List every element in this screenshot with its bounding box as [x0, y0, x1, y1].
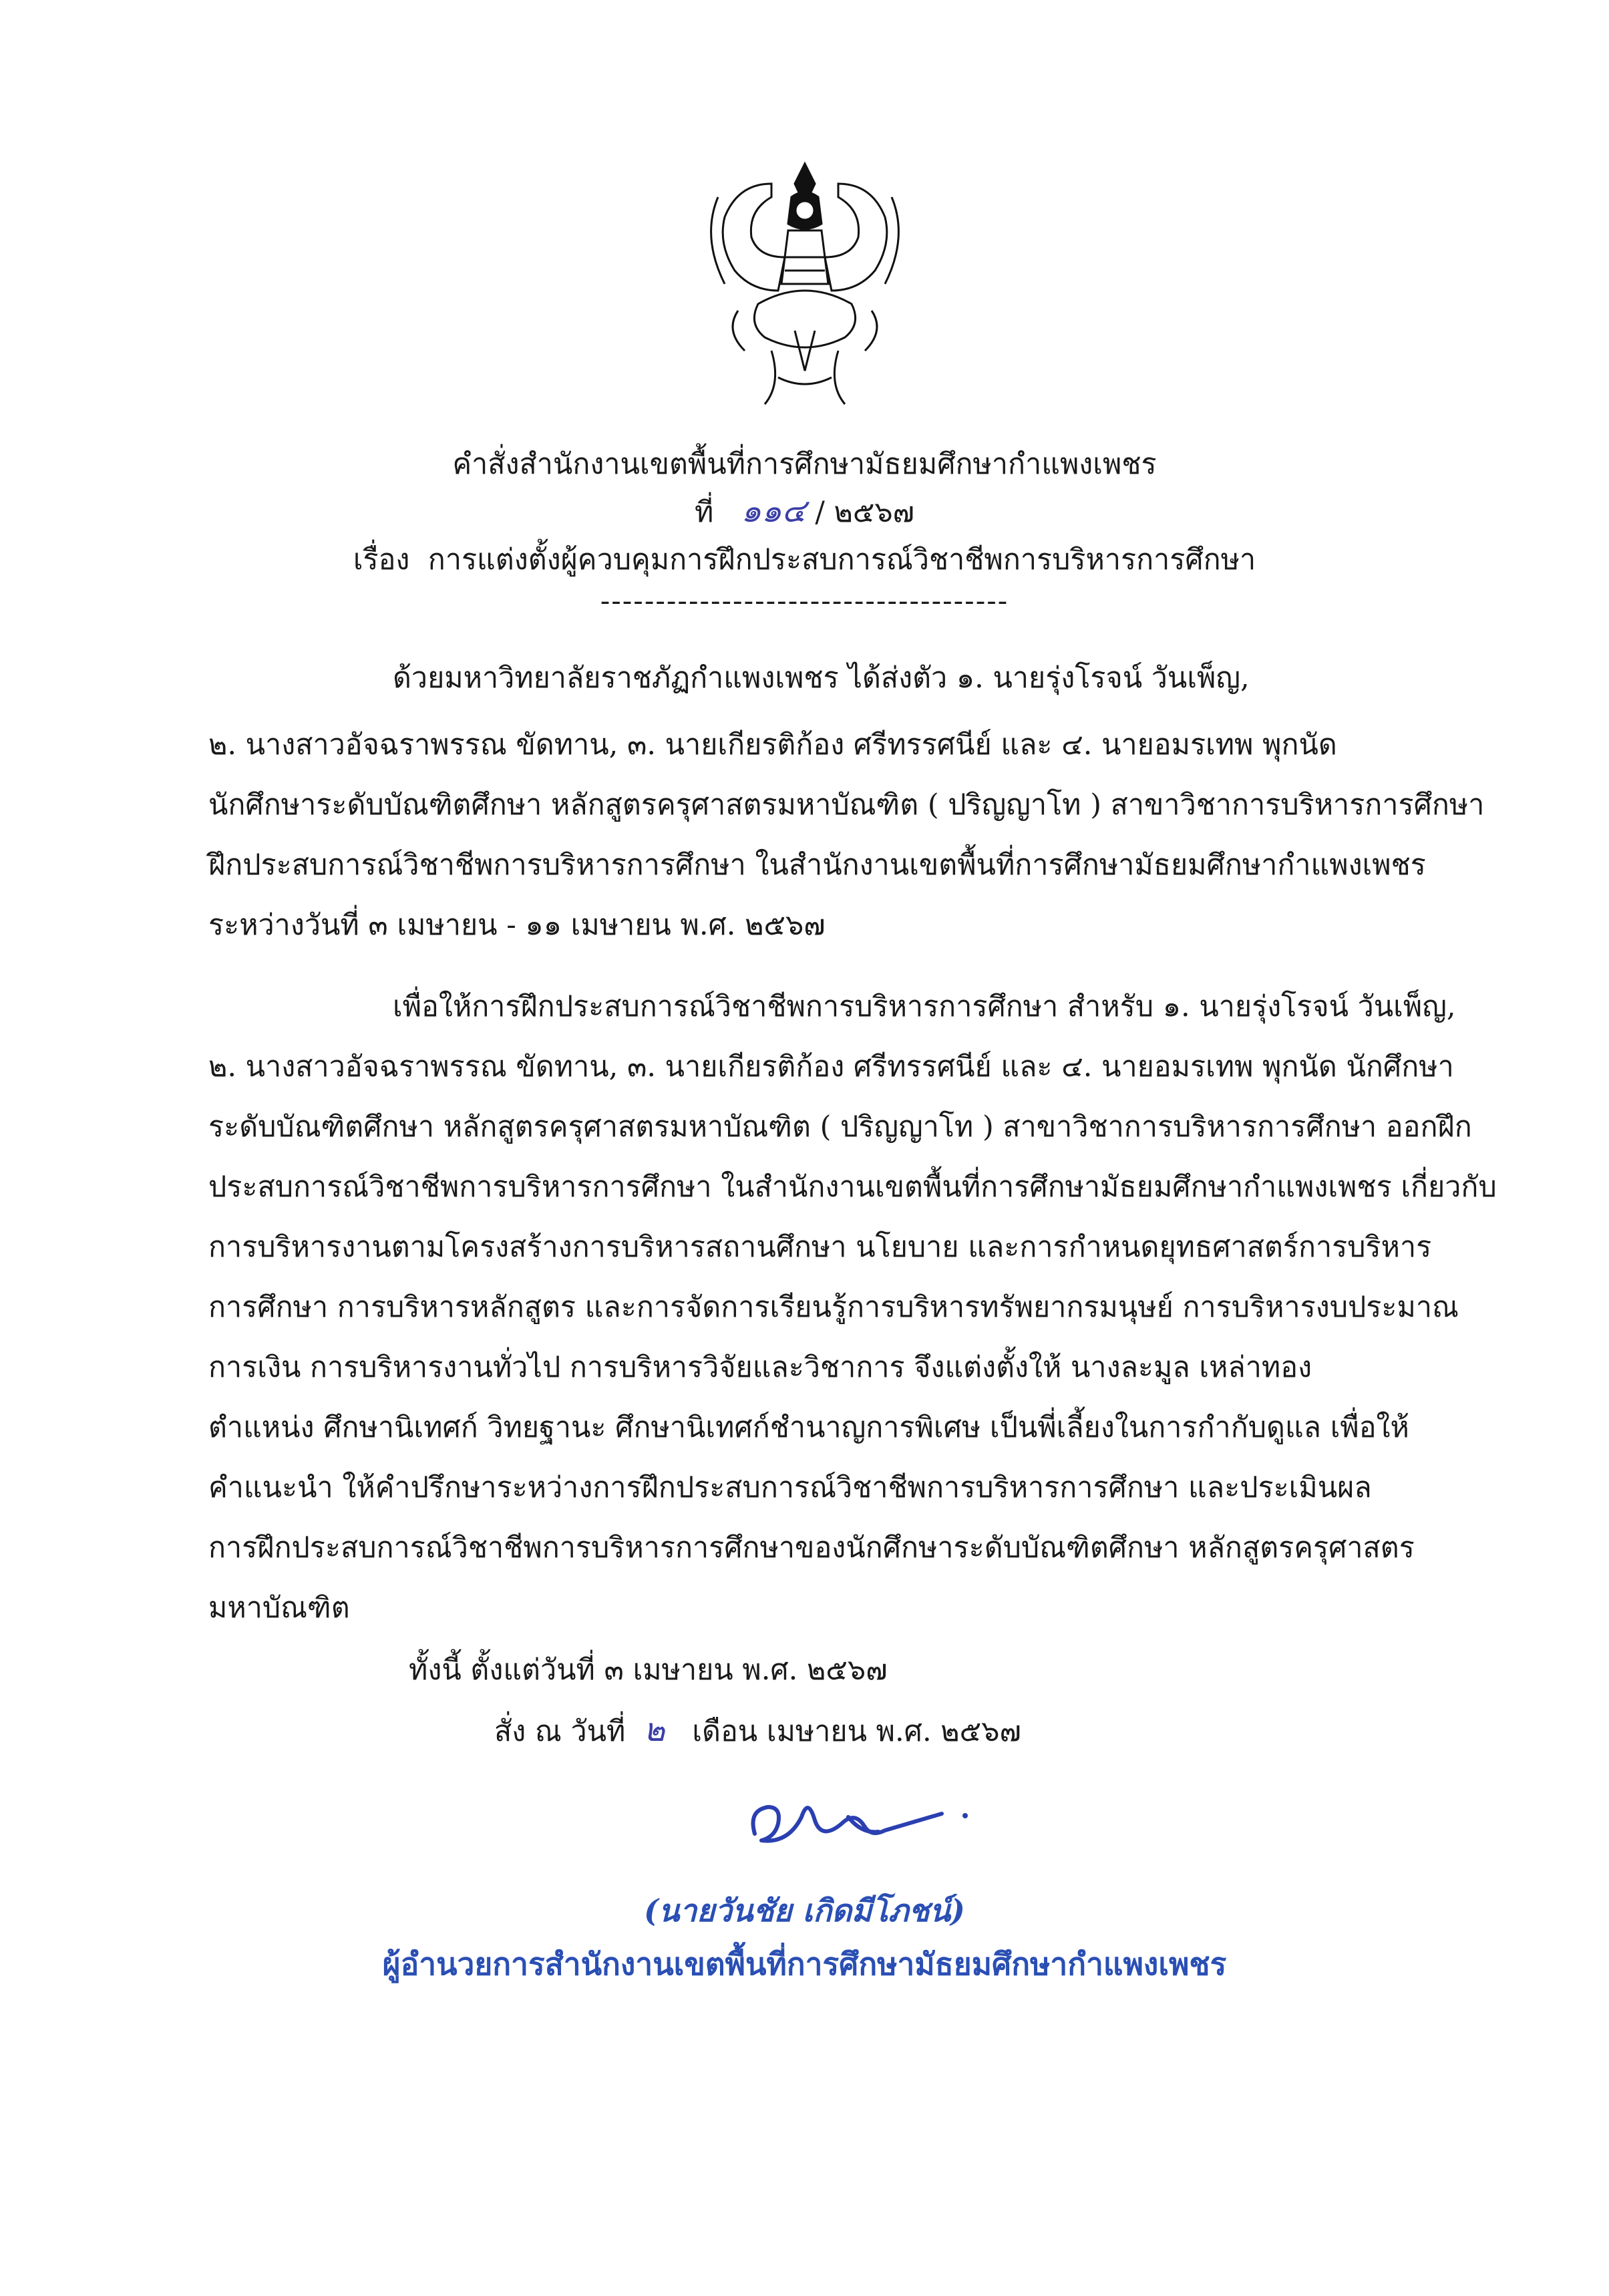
- order-number: [0, 491, 1609, 532]
- paragraph1-line: ฝึกประสบการณ์วิชาชีพการบริหารการศึกษา ในสำนักงานเขตพื้นที่การศึกษามัธยมศึกษากำแพงเพชร: [208, 848, 1426, 882]
- ordered-prefix: สั่ง ณ วันที่: [494, 1715, 626, 1748]
- paragraph1-line: นักศึกษาระดับบัณฑิตศึกษา หลักสูตรครุศาสตรมหาบัณฑิต ( ปริญญาโท ) สาขาวิชาการบริหารการศึกษา: [208, 788, 1485, 822]
- paragraph2-line: ระดับบัณฑิตศึกษา หลักสูตรครุศาสตรมหาบัณฑิต ( ปริญญาโท ) สาขาวิชาการบริหารการศึกษา ออกฝึก: [208, 1110, 1472, 1144]
- paragraph2-line: การเงิน การบริหารงานทั่วไป การบริหารวิจัยและวิชาการ จึงแต่งตั้งให้ นางละมูล เหล่าทอง: [208, 1351, 1312, 1384]
- signatory-name: (นายวันชัย เกิดมีโภชน์): [644, 1893, 965, 1929]
- paragraph2-line: การฝึกประสบการณ์วิชาชีพการบริหารการศึกษาของนักศึกษาระดับบัณฑิตศึกษา หลักสูตรครุศาสตร: [208, 1531, 1415, 1565]
- paragraph2-line: ๒. นางสาวอัจฉราพรรณ ขัดทาน, ๓. นายเกียรติก้อง ศรีทรรศนีย์ และ ๔. นายอมรเทพ พุกนัด นักศึกษา: [208, 1050, 1454, 1084]
- effective-date: ทั้งนี้ ตั้งแต่วันที่ ๓ เมษายน พ.ศ. ๒๕๖๗: [409, 1653, 888, 1687]
- order-subject: [0, 540, 1609, 580]
- signatory-title: ผู้อำนวยการสำนักงานเขตพื้นที่การศึกษามัธยมศึกษากำแพงเพชร: [382, 1946, 1227, 1982]
- paragraph2-line: การบริหารงานตามโครงสร้างการบริหารสถานศึกษา นโยบาย และการกำหนดยุทธศาสตร์การบริหาร: [208, 1231, 1432, 1264]
- paragraph2-line: คำแนะนำ ให้คำปรึกษาระหว่างการฝึกประสบการณ์วิชาชีพการบริหารการศึกษา และประเมินผล: [208, 1471, 1372, 1504]
- ordered-date: [494, 1710, 1021, 1752]
- paragraph2-line: ตำแหน่ง ศึกษานิเทศก์ วิทยฐานะ ศึกษานิเทศก์ชำนาญการพิเศษ เป็นพี่เลี้ยงในการกำกับดูแล เพื่อให้: [208, 1411, 1409, 1444]
- order-title: คำสั่งสำนักงานเขตพื้นที่การศึกษามัธยมศึกษากำแพงเพชร: [452, 448, 1157, 481]
- subject-label: เรื่อง: [353, 543, 410, 577]
- paragraph2-line: เพื่อให้การฝึกประสบการณ์วิชาชีพการบริหารการศึกษา สำหรับ ๑. นายรุ่งโรจน์ วันเพ็ญ,: [393, 990, 1456, 1023]
- paragraph2-line: มหาบัณฑิต: [208, 1591, 350, 1625]
- separator-line: -------------------------------------: [600, 585, 1009, 618]
- paragraph2-line: การศึกษา การบริหารหลักสูตร และการจัดการเรียนรู้การบริหารทรัพยากรมนุษย์ การบริหารงบประมาณ: [208, 1291, 1459, 1324]
- order-number-value: ๑๑๔: [741, 492, 806, 530]
- ordered-day: ๒: [643, 1711, 665, 1749]
- handwritten-signature: [741, 1770, 982, 1864]
- ordered-suffix: เดือน เมษายน พ.ศ. ๒๕๖๗: [692, 1715, 1021, 1748]
- paragraph1-line: ระหว่างวันที่ ๓ เมษายน - ๑๑ เมษายน พ.ศ. ๒๕๖๗: [208, 909, 826, 942]
- order-number-prefix: ที่: [695, 496, 714, 529]
- paragraph1-line: ๒. นางสาวอัจฉราพรรณ ขัดทาน, ๓. นายเกียรติก้อง ศรีทรรศนีย์ และ ๔. นายอมรเทพ พุกนัด: [208, 728, 1337, 762]
- paragraph1-line: ด้วยมหาวิทยาลัยราชภัฏกำแพงเพชร ได้ส่งตัว ๑. นายรุ่งโรจน์ วันเพ็ญ,: [393, 661, 1250, 695]
- garuda-emblem-icon: [698, 157, 912, 411]
- subject-text: การแต่งตั้งผู้ควบคุมการฝึกประสบการณ์วิชาชีพการบริหารการศึกษา: [427, 543, 1256, 577]
- paragraph2-line: ประสบการณ์วิชาชีพการบริหารการศึกษา ในสำนักงานเขตพื้นที่การศึกษามัธยมศึกษากำแพงเพชร เกี่ยวกับ: [208, 1170, 1497, 1204]
- order-number-year: / ๒๕๖๗: [815, 496, 914, 529]
